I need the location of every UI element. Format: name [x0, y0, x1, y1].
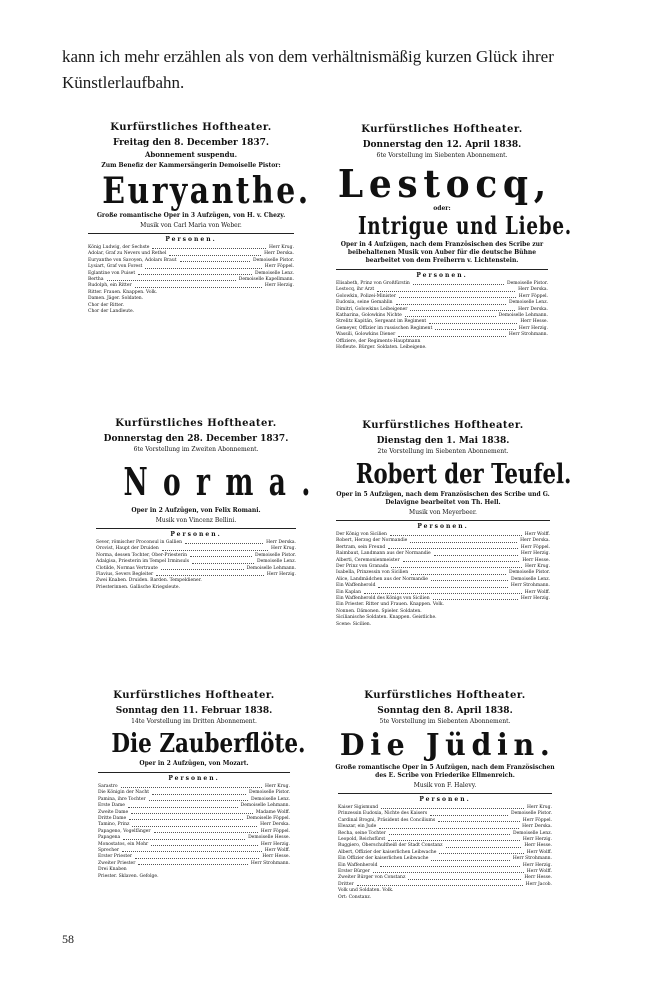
cast-leader-dots — [396, 300, 506, 304]
cast-actor: Herr Jacob. — [525, 881, 552, 887]
cast-leader-dots — [131, 810, 253, 814]
playbill-theater: Kurfürstliches Hoftheater. — [361, 124, 523, 135]
cast-actor: Herr Krug. — [270, 546, 296, 552]
cast-role: König Ludwig, der Sechste — [88, 245, 150, 250]
cast-role: Monostatos, ein Mohr — [98, 841, 149, 847]
cast-actor: Demoiselle Pistor. — [254, 552, 296, 558]
cast-role: Erster Bürger — [338, 869, 370, 875]
cast-role: Offiziere, der Regiments-Hauptmann — [336, 338, 421, 344]
playbill-cast-list — [336, 281, 548, 351]
cast-actor: Herr Wolff. — [264, 848, 290, 854]
cast-role: Ein Kaplan — [336, 589, 361, 595]
cast-actor: Herr Föppel. — [522, 817, 552, 823]
playbill-norma — [92, 418, 326, 608]
cast-role: Katharina, Golowkins Nichte — [336, 313, 402, 319]
cast-role: Robert, Herzog der Normandie — [336, 538, 408, 544]
cast-leader-dots — [169, 251, 261, 255]
cast-leader-dots — [408, 875, 521, 879]
playbill-music: Musik von Meyerbeer. — [409, 509, 477, 516]
cast-role: Ruggiero, Oberschultheiß der Stadt Constanz — [338, 843, 443, 849]
cast-leader-dots — [446, 843, 522, 847]
playbill-cast-list — [338, 805, 552, 901]
cast-role: Eleazar, ein Jude — [338, 824, 377, 830]
cast-actor: Demoiselle Pistor. — [506, 281, 548, 286]
cast-actor: Herr Herzig. — [522, 862, 552, 868]
cast-role: Leopold, Reichsfürst — [338, 837, 386, 843]
playbill-date: Dienstag den 1. Mai 1838. — [376, 436, 510, 446]
cast-actor: Herr Herzig. — [520, 551, 550, 557]
playbill-cast-heading: Personen. — [417, 523, 469, 530]
playbill-subline: 5te Vorstellung im Siebenten Abonnement. — [379, 718, 511, 725]
cast-leader-dots — [161, 566, 244, 570]
cast-leader-dots — [364, 590, 522, 594]
cast-actor: Herr Derska. — [520, 538, 550, 544]
cast-role: Volk und Soldaten. Volk. — [338, 888, 394, 894]
playbill-date: Sonntag den 8. April 1838. — [377, 706, 513, 716]
cast-role: Ein Waffenherold — [336, 583, 376, 589]
cast-role: Zweiter Priester — [98, 860, 136, 866]
cast-actor: Demoiselle Pistor. — [248, 790, 290, 796]
playbill-cast-heading: Personen. — [419, 796, 471, 803]
playbill-subtitle: oder: — [433, 205, 451, 212]
cast-leader-dots — [128, 803, 238, 807]
cast-role: Elisabeth, Prinz von Großfürstin — [336, 281, 410, 286]
playbill-date: Sonntag den 11. Februar 1838. — [115, 706, 273, 716]
page-number: 58 — [62, 932, 74, 946]
cast-leader-dots — [138, 861, 247, 865]
cast-role: Chor der Ritter. — [88, 302, 124, 308]
cast-actor: Herr Derska. — [522, 824, 552, 830]
cast-actor: Demoiselle Lehmann. — [240, 803, 290, 809]
playbill-title: Norma. — [123, 459, 326, 504]
cast-leader-dots — [388, 545, 518, 549]
cast-role: Der Prinz von Granada — [336, 564, 389, 570]
cast-actor: Demoiselle Lenz. — [513, 830, 552, 836]
cast-leader-dots — [377, 287, 515, 291]
cast-actor: Herr Föppel. — [520, 544, 550, 550]
cast-actor: Herr Derska. — [518, 306, 548, 312]
playbill-cast-list — [96, 540, 296, 591]
cast-leader-dots — [185, 540, 263, 544]
cast-role: Zweiter Bürger von Constanz — [338, 875, 406, 881]
playbill-description: Große romantische Oper in 3 Aufzügen, von H. v. Chezy. — [96, 212, 286, 219]
cast-leader-dots — [413, 281, 504, 285]
playbill-date: Donnerstag den 28. December 1837. — [103, 434, 289, 444]
cast-actor: Herr Hesse. — [522, 557, 550, 563]
cast-actor: Herr Krug. — [526, 805, 552, 810]
cast-leader-dots — [399, 294, 516, 298]
cast-leader-dots — [439, 850, 523, 854]
playbill-theater: Kurfürstliches Hoftheater. — [362, 420, 524, 431]
cast-role: Prinzessin Eudoxia, Nichte des Kaisers — [338, 811, 428, 817]
cast-role: Lysiart, Graf von Forest — [88, 264, 143, 270]
cast-leader-dots — [431, 577, 508, 581]
cast-leader-dots — [154, 829, 258, 833]
cast-row — [98, 874, 290, 880]
cast-leader-dots — [378, 583, 507, 587]
cast-actor: Herr Hesse. — [520, 319, 548, 325]
playbill-title: Robert der Teufel. — [355, 459, 572, 490]
cast-leader-dots — [145, 264, 261, 268]
cast-leader-dots — [433, 596, 518, 600]
cast-leader-dots — [398, 332, 506, 336]
cast-role: Chor der Landleute. — [88, 309, 135, 315]
cast-role: Kaiser Sigismund — [338, 805, 379, 810]
cast-leader-dots — [129, 816, 243, 820]
cast-role: Ein Waffenherold — [338, 862, 378, 868]
cast-leader-dots — [389, 831, 510, 835]
playbill-divider — [96, 528, 296, 529]
cast-leader-dots — [357, 882, 523, 886]
cast-role: Recha, seine Tochter — [338, 830, 386, 836]
cast-role: Dritte Dame — [98, 816, 127, 822]
cast-leader-dots — [132, 822, 257, 826]
cast-role: Papageno, Vogelfänger — [98, 828, 151, 834]
cast-actor: Herr Wolff. — [524, 532, 550, 537]
cast-actor: Herr Krug. — [264, 784, 290, 789]
playbill-cast-list — [88, 245, 294, 315]
cast-role: Adalgisa, Priesterin im Tempel Irminsuls — [96, 559, 190, 565]
cast-leader-dots — [138, 271, 252, 275]
cast-role: Sprecher — [98, 848, 120, 854]
cast-row — [96, 585, 296, 591]
cast-role: Alberti, Ceremonienmeister — [336, 557, 400, 563]
playbill-title: Die Zauberflöte. — [111, 729, 306, 759]
cast-leader-dots — [379, 824, 519, 828]
cast-role: Bertha — [88, 277, 104, 283]
cast-role: Ritter. Frauen. Knappen. Volk. — [88, 289, 158, 295]
cast-role: Bertram, sein Freund — [336, 544, 386, 550]
cast-role: Norma, dessen Tochter, Ober-Priesterin — [96, 552, 187, 558]
cast-actor: Herr Krug. — [524, 564, 550, 570]
cast-role: Sarastro — [98, 784, 118, 789]
cast-leader-dots — [149, 797, 248, 801]
cast-row — [336, 345, 548, 351]
cast-leader-dots — [180, 258, 250, 262]
cast-role: Sicilianische Soldaten. Knappen. Geistliche. — [336, 615, 437, 621]
cast-actor: Demoiselle Pistor. — [252, 257, 294, 263]
playbill-theater: Kurfürstliches Hoftheater. — [364, 690, 526, 701]
cast-actor: Demoiselle Lehmann. — [246, 565, 296, 571]
cast-actor: Herr Föppel. — [260, 828, 290, 834]
cast-actor: Demoiselle Hesse. — [248, 835, 290, 841]
cast-leader-dots — [152, 245, 265, 249]
cast-role: Pamina, ihre Tochter — [98, 796, 146, 802]
playbill-subline: 6te Vorstellung im Zweiten Abonnement. — [133, 446, 259, 453]
cast-role: Zweite Dame — [98, 809, 129, 815]
cast-leader-dots — [151, 842, 258, 846]
playbill-theater: Kurfürstliches Hoftheater. — [113, 690, 275, 701]
cast-leader-dots — [122, 848, 262, 852]
cast-actor: Herr Föppel. — [518, 293, 548, 299]
cast-role: Ein Offizier der kaiserlichen Leibwache — [338, 856, 429, 862]
cast-actor: Herr Strohmann. — [512, 856, 552, 862]
playbill-description: Oper in 2 Aufzügen, von Mozart. — [139, 760, 249, 767]
cast-role: Hofleute. Bürger. Soldaten. Leibeigene. — [336, 345, 427, 351]
cast-actor: Demoiselle Pistor. — [510, 811, 552, 817]
playbill-description: Oper in 4 Aufzügen, nach dem Französischen des Scribe zur beibehaltenen Musik von Auber für die deutsche Bühne bearbeitet von dem Freiherrn v. Lichtenstein. — [340, 241, 544, 264]
playbill-theater: Kurfürstliches Hoftheater. — [110, 122, 272, 133]
playbill-title-2: Intrigue und Liebe. — [357, 211, 572, 240]
cast-leader-dots — [410, 307, 515, 311]
cast-leader-dots — [121, 784, 262, 788]
playbill-music: Musik von Carl Maria von Weber. — [140, 222, 242, 229]
cast-leader-dots — [380, 863, 519, 867]
cast-actor: Demoiselle Lenz. — [255, 270, 294, 276]
cast-role: Erster Priester — [98, 854, 133, 860]
cast-actor: Herr Derska. — [266, 540, 296, 545]
cast-actor: Herr Hesse. — [524, 843, 552, 849]
cast-actor: Herr Föppel. — [264, 264, 294, 270]
playbill-title: Euryanthe. — [102, 170, 311, 212]
playbill-divider — [336, 520, 550, 521]
cast-role: Isabella, Prinzessin von Sicilien — [336, 570, 409, 576]
playbill-music: Musik von F. Halevy. — [413, 782, 477, 789]
playbill-date: Freitag den 8. December 1837. — [112, 138, 270, 148]
playbill-description: Oper in 5 Aufzügen, nach dem Französischen des Scribe und G. Delavigne bearbeitet von Th. Hell. — [336, 491, 550, 506]
playbill-cast-list — [336, 532, 550, 628]
cast-role: Alice, Landmädchen aus der Normandie — [336, 576, 428, 582]
cast-role: Adolar, Graf zu Nevers und Rethel — [88, 251, 167, 257]
cast-actor: Herr Hesse. — [262, 854, 290, 860]
playbill-note: Zum Benefiz der Kammersängerin Demoiselle Pistor: — [101, 162, 281, 169]
playbill-subline: 2te Vorstellung im Siebenten Abonnement. — [377, 448, 509, 455]
playbill-cast-heading: Personen. — [168, 775, 220, 782]
cast-role: Erste Dame — [98, 803, 125, 809]
playbill-cast-heading: Personen. — [170, 531, 222, 538]
playbill-divider — [336, 269, 548, 270]
cast-actor: Herr Strohmann. — [510, 583, 550, 589]
playbill-subline: 14te Vorstellung im Dritten Abonnement. — [131, 718, 257, 725]
cast-leader-dots — [123, 835, 245, 839]
cast-role: Drei Knaben — [98, 867, 127, 873]
cast-actor: Herr Derska. — [518, 287, 548, 293]
cast-role: Die Königin der Nacht — [98, 790, 150, 796]
cast-leader-dots — [135, 283, 262, 287]
cast-role: Scene: Sicilien. — [336, 621, 372, 627]
cast-role: Rudolph, ein Ritter — [88, 283, 132, 289]
playbill-date: Donnerstag den 12. April 1838. — [362, 140, 522, 150]
cast-actor: Herr Herzig. — [266, 572, 296, 578]
cast-role: Priesterinnen. Gallische Kriegsleute. — [96, 584, 180, 590]
cast-leader-dots — [390, 532, 522, 536]
cast-actor: Demoiselle Lenz. — [251, 796, 290, 802]
cast-leader-dots — [410, 538, 517, 542]
intro-paragraph: kann ich mehr erzählen als von dem verhältnismäßig kurzen Glück ihrer Künstlerlaufbahn. — [62, 47, 554, 92]
cast-role: Euryanthe von Savoyen, Adolars Braut — [88, 257, 177, 263]
cast-role: Dimitri, Golowkins Leibeigener — [336, 306, 408, 312]
cast-leader-dots — [192, 559, 254, 563]
cast-role: Golowkin, Polizei-Minister — [336, 293, 396, 299]
cast-actor: Demoiselle Lenz. — [257, 559, 296, 565]
cast-role: Nonnen. Dämonen. Spieler. Soldaten. — [336, 608, 422, 614]
cast-actor: Herr Wolff. — [526, 849, 552, 855]
cast-role: Zwei Knaben. Druiden. Barden. Tempeldiener. — [96, 578, 202, 584]
cast-leader-dots — [435, 326, 516, 330]
cast-actor: Demoiselle Kapellmann. — [238, 277, 294, 283]
playbill-title: Lestocq, — [337, 161, 552, 206]
cast-actor: Herr Strohmann. — [508, 332, 548, 338]
cast-leader-dots — [162, 546, 268, 550]
cast-role: Raimbaut, Landmann aus der Normandie — [336, 551, 431, 557]
playbill-music: Musik von Vincenz Bellini. — [155, 517, 237, 524]
cast-leader-dots — [190, 553, 252, 557]
cast-role: Der König von Sicilien — [336, 532, 387, 537]
cast-actor: Herr Derska. — [264, 251, 294, 257]
cast-leader-dots — [411, 570, 506, 574]
cast-row — [336, 622, 550, 628]
cast-actor: Herr Derska. — [260, 822, 290, 828]
cast-role: Priester. Sklaven. Gefolge. — [98, 873, 159, 879]
cast-role: Albert, Offizier der kaiserlichen Leibwache — [338, 849, 437, 855]
cast-role: Damen. Jäger. Soldaten. — [88, 296, 144, 302]
playbill-lestocq — [332, 124, 572, 380]
cast-role: Dritter — [338, 881, 354, 887]
playbill-theater: Kurfürstliches Hoftheater. — [115, 418, 277, 429]
cast-role: Orovist, Haupt der Druiden — [96, 546, 159, 552]
cast-actor: Herr Herzig. — [260, 841, 290, 847]
playbill-robert-der-teufel — [332, 420, 572, 654]
cast-role: Strelitz Kapitän, Sergeant im Regiment — [336, 319, 427, 325]
cast-role: Gemeyer, Offizier im russischen Regiment — [336, 325, 433, 331]
cast-leader-dots — [107, 277, 236, 281]
cast-leader-dots — [373, 869, 524, 873]
cast-leader-dots — [438, 818, 520, 822]
cast-leader-dots — [391, 564, 522, 568]
playbill-subline: 6te Vorstellung im Siebenten Abonnement. — [376, 152, 508, 159]
cast-leader-dots — [135, 854, 259, 858]
cast-actor: Herr Hesse. — [524, 875, 552, 881]
playbill-cast-list — [98, 784, 290, 880]
playbill-divider — [88, 233, 294, 234]
cast-actor: Demoiselle Pistor. — [508, 570, 550, 576]
cast-leader-dots — [430, 811, 508, 815]
cast-leader-dots — [381, 805, 524, 809]
cast-role: Ort: Constanz. — [338, 894, 372, 900]
cast-actor: Herr Strohmann. — [250, 860, 290, 866]
cast-actor: Madame Wolff. — [255, 809, 290, 815]
cast-role: Lestocq, ihr Arzt — [336, 287, 375, 293]
cast-actor: Demoiselle Lenz. — [509, 300, 548, 306]
cast-role: Clotilde, Normas Vertraute — [96, 565, 158, 571]
cast-row — [338, 895, 552, 901]
cast-actor: Herr Krug. — [268, 245, 294, 250]
cast-leader-dots — [405, 313, 496, 317]
cast-role: Eglantine von Puiset — [88, 270, 136, 276]
cast-role: Ein Waffenherold des Königs von Sicilien — [336, 596, 430, 602]
playbill-description: Oper in 2 Aufzügen, von Felix Romani. — [131, 507, 261, 514]
playbill-subline: Abonnement suspendu. — [144, 150, 238, 159]
cast-role: Tamino, Prinz — [98, 822, 130, 828]
cast-role: Papagena — [98, 835, 121, 841]
cast-leader-dots — [156, 572, 264, 576]
playbill-cast-heading: Personen. — [165, 236, 217, 243]
playbill-zauberfloete — [94, 690, 306, 888]
playbill-cast-heading: Personen. — [416, 272, 468, 279]
cast-actor: Herr Herzig. — [264, 283, 294, 289]
playbill-juedin — [334, 690, 556, 900]
cast-actor: Herr Wolff. — [526, 869, 552, 875]
cast-actor: Herr Herzig. — [518, 325, 548, 331]
cast-leader-dots — [431, 856, 509, 860]
cast-role: Eudoxia, seine Gemahlin — [336, 300, 393, 306]
cast-role: Flavius, Severs Begleiter — [96, 572, 154, 578]
cast-role: Wassili, Golowkins Diener — [336, 332, 396, 338]
cast-actor: Demoiselle Föppel. — [246, 816, 290, 822]
playbill-divider — [98, 772, 290, 773]
cast-role: Ein Priester. Ritter und Frauen. Knappen. Volk. — [336, 602, 444, 608]
cast-role: Sever, römischer Proconsul in Gallien — [96, 540, 183, 545]
cast-role: Cardinal Brogni, Präsident des Conciliums — [338, 817, 436, 823]
cast-leader-dots — [429, 319, 517, 323]
cast-actor: Herr Herzig. — [520, 596, 550, 602]
cast-leader-dots — [388, 837, 520, 841]
playbill-title: Die Jüdin. — [339, 728, 556, 763]
cast-actor: Herr Herzig. — [522, 837, 552, 843]
playbill-description: Große romantische Oper in 5 Aufzügen, nach dem Französischen des E. Scribe von Friederike Ellmenreich. — [335, 764, 555, 779]
cast-row — [88, 309, 294, 315]
cast-actor: Demoiselle Lenz. — [511, 576, 550, 582]
cast-leader-dots — [434, 551, 518, 555]
playbill-divider — [338, 793, 552, 794]
cast-leader-dots — [403, 558, 520, 562]
cast-actor: Herr Wolff. — [524, 589, 550, 595]
playbill-euryanthe — [84, 122, 311, 328]
cast-leader-dots — [152, 790, 246, 794]
cast-actor: Demoiselle Lehmann. — [498, 313, 548, 319]
